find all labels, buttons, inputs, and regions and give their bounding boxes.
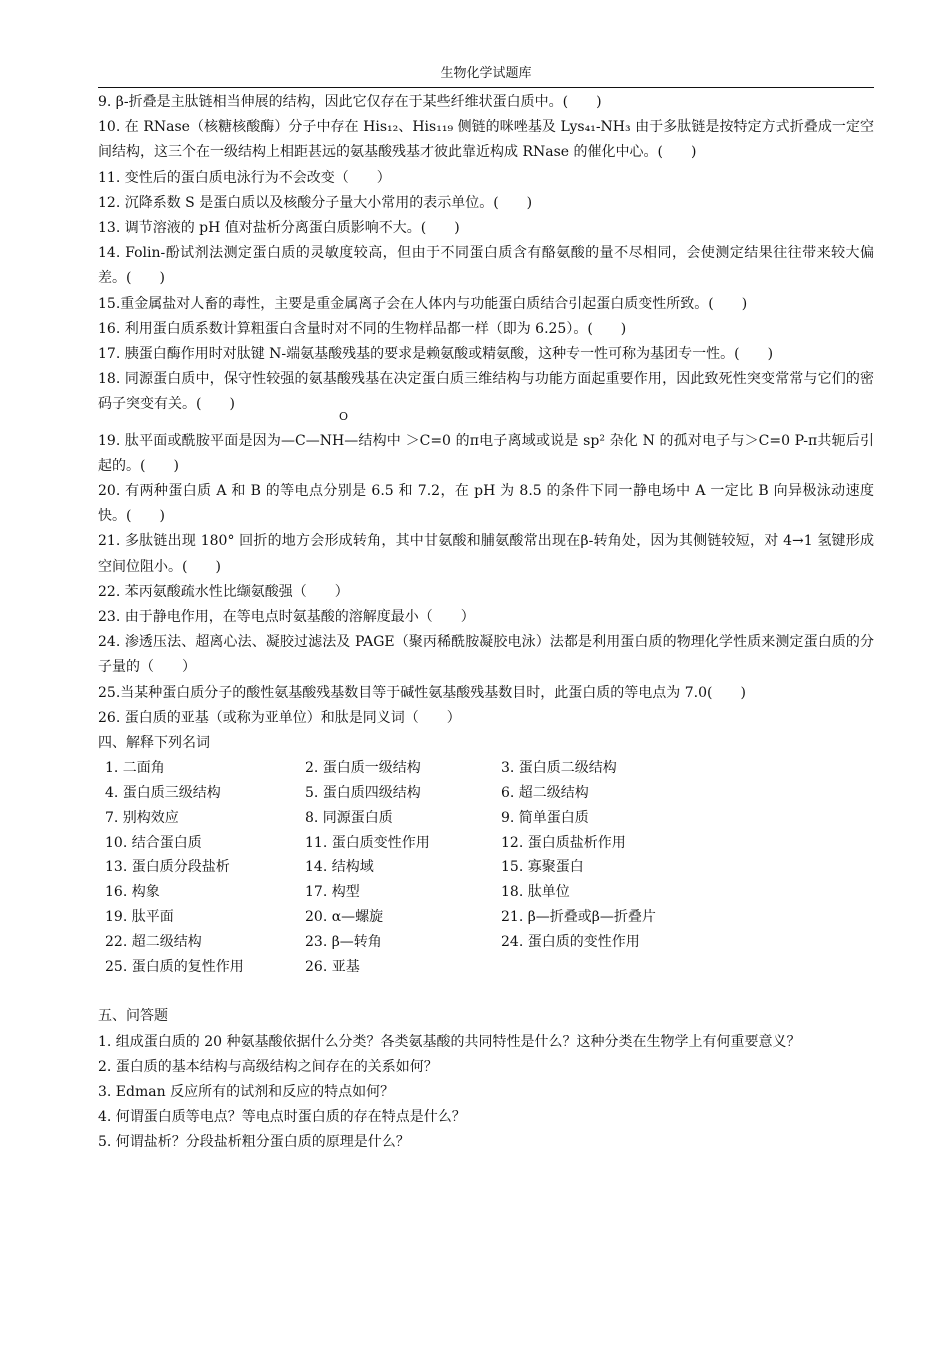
question-item-21: 21. 多肽链出现 180° 回折的地方会形成转角，其中甘氨酸和脯氨酸常出现在β-转角处，因为其侧链较短，对 4→1 氢键形成空间位阻小。( )	[98, 533, 874, 575]
term-item: 10. 结合蛋白质	[105, 834, 202, 851]
term-item: 19. 肽平面	[105, 909, 174, 926]
question-item-17: 17. 胰蛋白酶作用时对肽键 N-端氨基酸残基的要求是赖氨酸或精氨酸，这种专一性可称为基团专一性。( )	[98, 346, 774, 363]
header-divider	[98, 87, 874, 88]
term-item: 3. 蛋白质二级结构	[501, 760, 617, 777]
term-item: 8. 同源蛋白质	[305, 809, 393, 826]
question-item-18: 18. 同源蛋白质中，保守性较强的氨基酸残基在决定蛋白质三维结构与功能方面起重要作用，因此致死性突变常常与它们的密码子突变有关。( )	[98, 371, 874, 413]
carbonyl-oxygen-label: O	[339, 409, 349, 423]
question-item-12: 12. 沉降系数 S 是蛋白质以及核酸分子量大小常用的表示单位。( )	[98, 194, 533, 211]
section-4-title: 四、解释下列名词	[98, 735, 210, 752]
question-item-16: 16. 利用蛋白质系数计算粗蛋白含量时对不同的生物样品都一样（即为 6.25）。( )	[98, 320, 627, 337]
term-item: 9. 简单蛋白质	[501, 809, 589, 826]
question-item-19	[98, 409, 874, 479]
section-spacer	[98, 979, 874, 1004]
question-item-24: 24. 渗透压法、超离心法、凝胶过滤法及 PAGE（聚丙稀酰胺凝胶电泳）法都是利用蛋白质的物理化学性质来测定蛋白质的分子量的（ ）	[98, 634, 874, 676]
question-item-25: 25.当某种蛋白质分子的酸性氨基酸残基数目等于碱性氨基酸残基数目时，此蛋白质的等电点为 7.0( )	[98, 684, 746, 701]
term-item: 13. 蛋白质分段盐析	[105, 859, 230, 876]
term-item: 14. 结构域	[305, 859, 374, 876]
term-item: 25. 蛋白质的复性作用	[105, 958, 244, 975]
question-item-23: 23. 由于静电作用，在等电点时氨基酸的溶解度最小（ ）	[98, 609, 475, 626]
term-item: 6. 超二级结构	[501, 785, 589, 802]
document-body	[98, 90, 874, 1156]
question-item-13: 13. 调节溶液的 pH 值对盐析分离蛋白质影响不大。( )	[98, 220, 460, 237]
term-item: 23. β—转角	[305, 933, 382, 950]
qa-question-2: 2. 蛋白质的基本结构与高级结构之间存在的关系如何？	[98, 1058, 438, 1075]
term-item: 18. 肽单位	[501, 884, 570, 901]
term-item: 24. 蛋白质的变性作用	[501, 933, 640, 950]
term-item: 22. 超二级结构	[105, 933, 202, 950]
term-item: 7. 别构效应	[105, 809, 179, 826]
term-item: 15. 寡聚蛋白	[501, 859, 584, 876]
term-item: 16. 构象	[105, 884, 160, 901]
term-item: 21. β—折叠或β—折叠片	[501, 909, 656, 926]
term-item: 5. 蛋白质四级结构	[305, 785, 421, 802]
question-item-14: 14. Folin-酚试剂法测定蛋白质的灵敏度较高，但由于不同蛋白质含有酪氨酸的量不尽相同，会使测定结果往往带来较大偏差。( )	[98, 245, 874, 287]
qa-question-3: 3. Edman 反应所有的试剂和反应的特点如何？	[98, 1084, 395, 1101]
terms-grid	[98, 756, 874, 979]
term-item: 4. 蛋白质三级结构	[105, 785, 221, 802]
qa-question-1: 1. 组成蛋白质的 20 种氨基酸依据什么分类？各类氨基酸的共同特性是什么？这种分类在生物学上有何重要意义？	[98, 1033, 801, 1050]
term-item: 20. α—螺旋	[305, 909, 384, 926]
question-item-11: 11. 变性后的蛋白质电泳行为不会改变（ ）	[98, 169, 391, 186]
section-5-title: 五、问答题	[98, 1008, 168, 1025]
question-item-26: 26. 蛋白质的亚基（或称为亚单位）和肽是同义词（ ）	[98, 709, 461, 726]
term-item: 17. 构型	[305, 884, 360, 901]
question-item-15: 15.重金属盐对人畜的毒性，主要是重金属离子会在人体内与功能蛋白质结合引起蛋白质变性所致。( )	[98, 295, 748, 312]
question-item-10: 10. 在 RNase（核糖核酸酶）分子中存在 His₁₂、His₁₁₉ 侧链的咪唑基及 Lys₄₁-NH₃ 由于多肽链是按特定方式折叠成一定空间结构，这三个在一级结构上相距甚远的氨基酸残基才彼此靠近构成 RNase 的催化中心。( )	[98, 119, 874, 161]
term-item: 11. 蛋白质变性作用	[305, 834, 430, 851]
question-item-22: 22. 苯丙氨酸疏水性比缬氨酸强（ ）	[98, 583, 349, 600]
term-item: 1. 二面角	[105, 760, 165, 777]
term-item: 2. 蛋白质一级结构	[305, 760, 421, 777]
question-item-9: 9. β-折叠是主肽链相当伸展的结构，因此它仅存在于某些纤维状蛋白质中。( )	[98, 94, 602, 110]
question-item-19-text: 19. 肽平面或酰胺平面是因为—C—NH—结构中 ＞C=0 的π电子离域或说是 sp² 杂化 N 的孤对电子与＞C=0 P-π共轭后引起的。( )	[98, 432, 874, 474]
page-header-title: 生物化学试题库	[440, 66, 532, 81]
question-item-20: 20. 有两种蛋白质 A 和 B 的等电点分别是 6.5 和 7.2，在 pH 为 8.5 的条件下同一静电场中 A 一定比 B 向异极泳动速度快。( )	[98, 483, 874, 525]
term-item: 26. 亚基	[305, 958, 360, 975]
qa-question-5: 5. 何谓盐析？分段盐析粗分蛋白质的原理是什么？	[98, 1134, 410, 1151]
true-false-list	[98, 90, 874, 731]
term-item: 12. 蛋白质盐析作用	[501, 834, 626, 851]
qa-question-4: 4. 何谓蛋白质等电点？等电点时蛋白质的存在特点是什么？	[98, 1109, 466, 1126]
